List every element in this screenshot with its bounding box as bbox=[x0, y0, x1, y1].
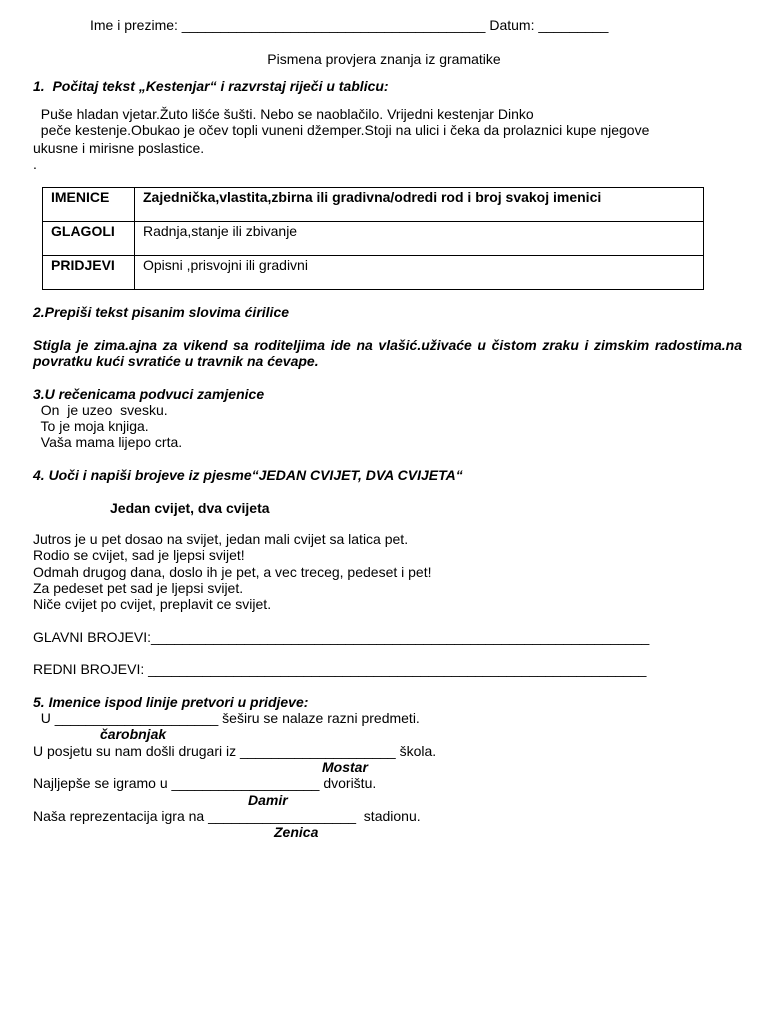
page-title: Pismena provjera znanja iz gramatike bbox=[267, 51, 501, 67]
q5-sentence-3[interactable]: Najljepše se igramo u ___________________ dvorištu. bbox=[33, 775, 377, 791]
q3-sentence-3: Vaša mama lijepo crta. bbox=[33, 434, 183, 450]
q1-text-line-2: peče kestenje.Obukao je očev topli vuneni džemper.Stoji na ulici i čeka da prolaznici kupe njegove bbox=[33, 122, 650, 138]
q2-text: Stigla je zima.ajna za vikend sa roditeljima ide na vlašić.uživaće u čistom zraku i zimskim radostima.na povratku kući svratiće u travnik na ćevape. bbox=[33, 337, 742, 369]
word-classification-table bbox=[42, 187, 704, 290]
q2-heading: 2.Prepiši tekst pisanim slovima ćirilice bbox=[33, 304, 290, 320]
table-row bbox=[43, 222, 704, 256]
q5-sentence-4[interactable]: Naša reprezentacija igra na ___________________ stadionu. bbox=[33, 808, 421, 824]
q5-word-4: Zenica bbox=[274, 824, 319, 840]
q3-sentence-1: On je uzeo svesku. bbox=[33, 402, 168, 418]
poem-line-1: Jutros je u pet dosao na svijet, jedan mali cvijet sa latica pet. bbox=[33, 531, 409, 547]
table-row bbox=[43, 256, 704, 290]
table-label-pridjevi: PRIDJEVI bbox=[43, 256, 135, 290]
glavni-brojevi-line[interactable]: GLAVNI BROJEVI:________________________________________________________________ bbox=[33, 629, 650, 645]
q1-text-line-3: ukusne i mirisne poslastice. bbox=[33, 140, 205, 156]
poem-line-3: Odmah drugog dana, doslo ih je pet, a vec treceg, pedeset i pet! bbox=[33, 564, 432, 580]
q3-sentence-2: To je moja knjiga. bbox=[33, 418, 149, 434]
redni-brojevi-line[interactable]: REDNI BROJEVI: ________________________________________________________________ bbox=[33, 661, 647, 677]
poem-line-4: Za pedeset pet sad je ljepsi svijet. bbox=[33, 580, 244, 596]
q3-heading: 3.U rečenicama podvuci zamjenice bbox=[33, 386, 265, 402]
table-row bbox=[43, 188, 704, 222]
table-label-glagoli: GLAGOLI bbox=[43, 222, 135, 256]
poem-line-5: Niče cvijet po cvijet, preplavit ce svijet. bbox=[33, 596, 272, 612]
q5-word-1: čarobnjak bbox=[100, 726, 167, 742]
q1-text-line-1: Puše hladan vjetar.Žuto lišće šušti. Nebo se naoblačilo. Vrijedni kestenjar Dinko bbox=[33, 106, 534, 122]
poem-title: Jedan cvijet, dva cvijeta bbox=[110, 500, 270, 516]
q5-sentence-1[interactable]: U _____________________ šeširu se nalaze razni predmeti. bbox=[33, 710, 420, 726]
table-label-imenice: IMENICE bbox=[43, 188, 135, 222]
table-desc-glagoli[interactable]: Radnja,stanje ili zbivanje bbox=[135, 222, 704, 256]
poem-line-2: Rodio se cvijet, sad je ljepsi svijet! bbox=[33, 547, 245, 563]
table-desc-imenice[interactable]: Zajednička,vlastita,zbirna ili gradivna/odredi rod i broj svakoj imenici bbox=[135, 188, 704, 222]
q1-heading: 1. Počitaj tekst „Kestenjar“ i razvrstaj riječi u tablicu: bbox=[33, 78, 389, 94]
name-date-line: Ime i prezime: _______________________________________ Datum: _________ bbox=[90, 17, 609, 33]
q5-sentence-2[interactable]: U posjetu su nam došli drugari iz ____________________ škola. bbox=[33, 743, 437, 759]
q5-word-2: Mostar bbox=[322, 759, 368, 775]
table-desc-pridjevi[interactable]: Opisni ,prisvojni ili gradivni bbox=[135, 256, 704, 290]
q4-heading: 4. Uoči i napiši brojeve iz pjesme“JEDAN CVIJET, DVA CVIJETA“ bbox=[33, 467, 463, 483]
q5-word-3: Damir bbox=[248, 792, 288, 808]
q1-text-line-4: . bbox=[33, 156, 37, 172]
q5-heading: 5. Imenice ispod linije pretvori u pridjeve: bbox=[33, 694, 309, 710]
